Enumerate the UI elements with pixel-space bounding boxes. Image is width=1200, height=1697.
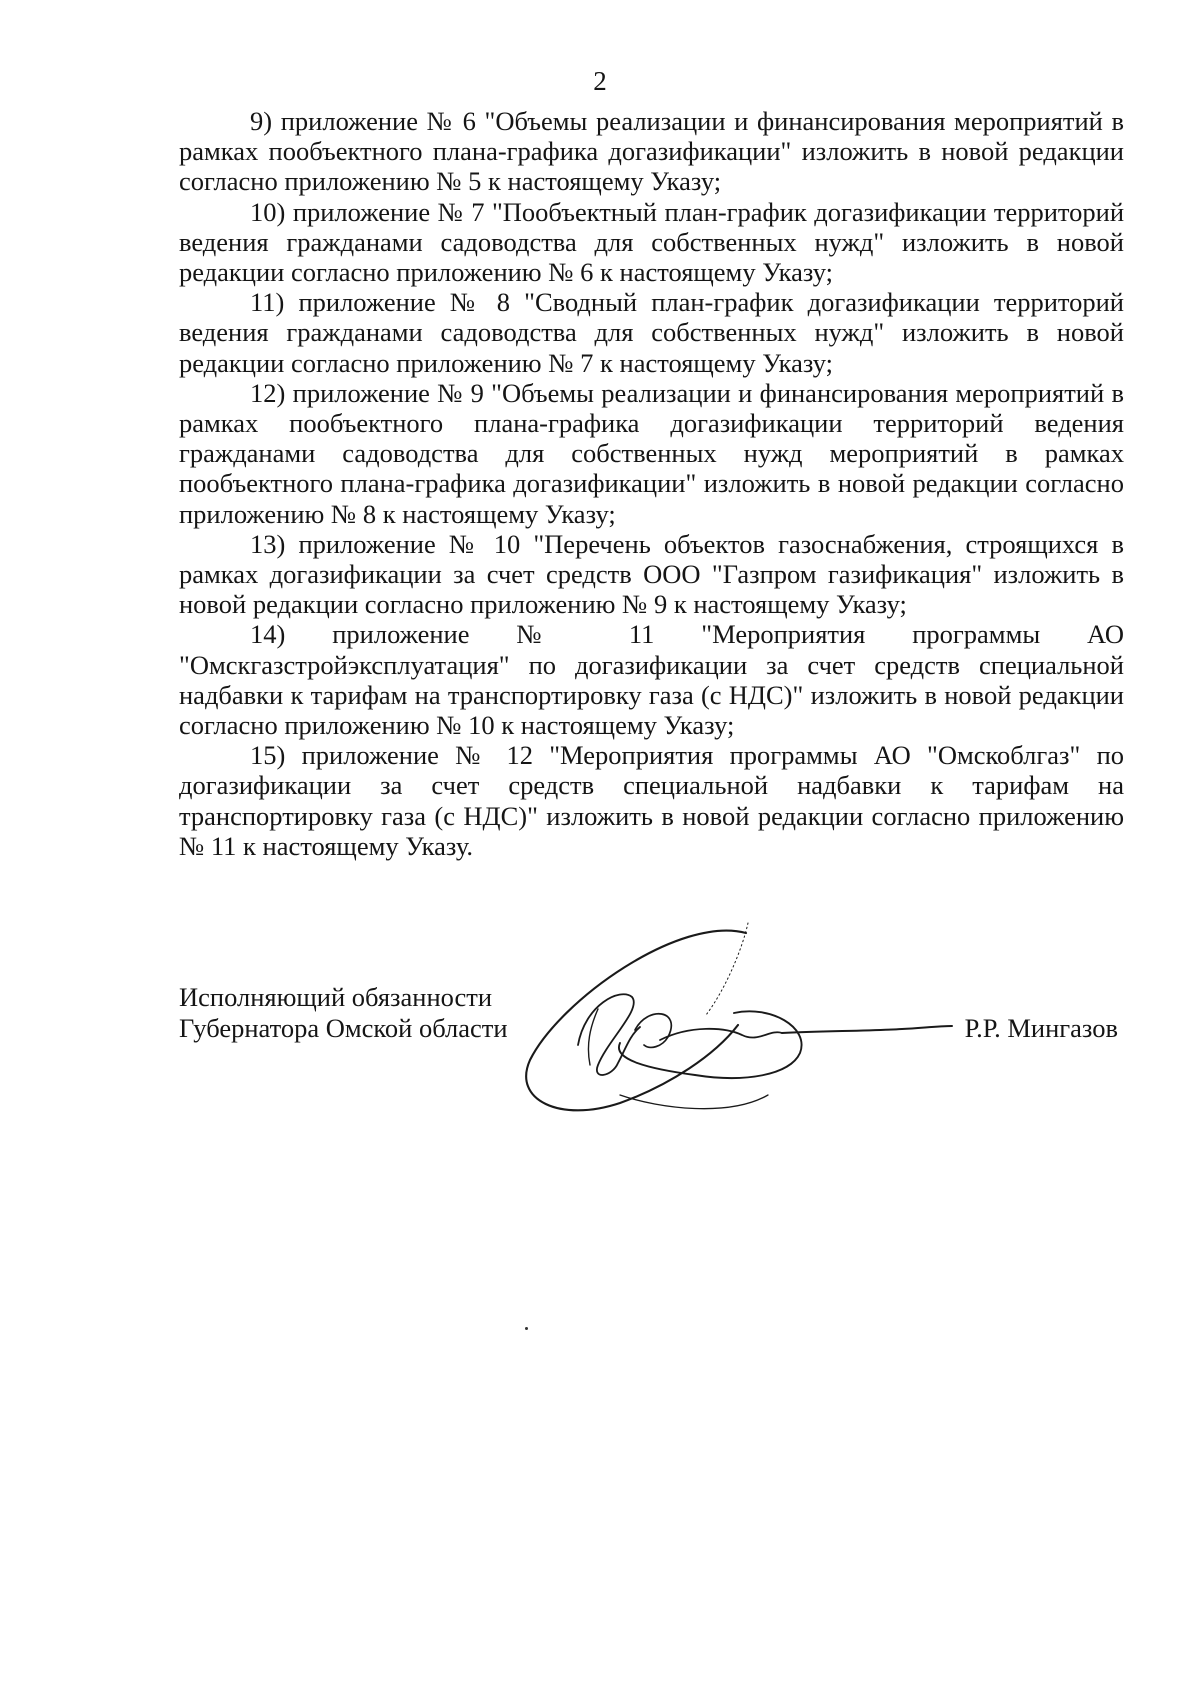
paragraph-item-14: 14) приложение № 11 "Мероприятия программы АО "Омскгазстройэксплуатация" по догазификации за счет средств специальной надбавки к тарифам на транспортировку газа (с НДС)" изложить в новой редакции согласно приложению № 10 к настоящему Указу; [179,619,1124,741]
handwritten-signature [520,905,980,1145]
signatory-title-line-2: Губернатора Омской области [179,1013,508,1043]
paragraph-item-10: 10) приложение № 7 "Пообъектный план-график догазификации территорий ведения гражданами садоводства для собственных нужд" изложить в новой редакции согласно приложению № 6 к настоящему Указу; [179,196,1124,288]
paragraph-item-11: 11) приложение № 8 "Сводный план-график догазификации территорий ведения гражданами садоводства для собственных нужд" изложить в новой редакции согласно приложению № 7 к настоящему Указу; [179,287,1124,378]
paragraph-item-13: 13) приложение № 10 "Перечень объектов газоснабжения, строящихся в рамках догазификации за счет средств ООО "Газпром газификация" изложить в новой редакции согласно приложению № 9 к настоящему Указу; [179,528,1124,620]
page-number: 2 [593,66,607,96]
stray-ink-dot [525,1327,528,1330]
paragraph-item-15: 15) приложение № 12 "Мероприятия программы АО "Омскоблгаз" по догазификации за счет средств специальной надбавки к тарифам на транспортировку газа (с НДС)" изложить в новой редакции согласно приложению № 11 к настоящему Указу. [179,740,1124,861]
paragraph-item-12: 12) приложение № 9 "Объемы реализации и финансирования мероприятий в рамках пообъектного плана-графика догазификации территорий ведения гражданами садоводства для собственных нужд мероприятий в рамках пообъектного плана-графика догазификации" изложить в новой редакции согласно приложению № 8 к настоящему Указу; [179,377,1124,529]
document-body [179,106,1124,861]
paragraph-item-9: 9) приложение № 6 "Объемы реализации и финансирования мероприятий в рамках пообъектного плана-графика догазификации" изложить в новой редакции согласно приложению № 5 к настоящему Указу; [179,106,1124,197]
signatory-name: Р.Р. Мингазов [964,1013,1118,1043]
signatory-title-line-1: Исполняющий обязанности [179,982,493,1012]
